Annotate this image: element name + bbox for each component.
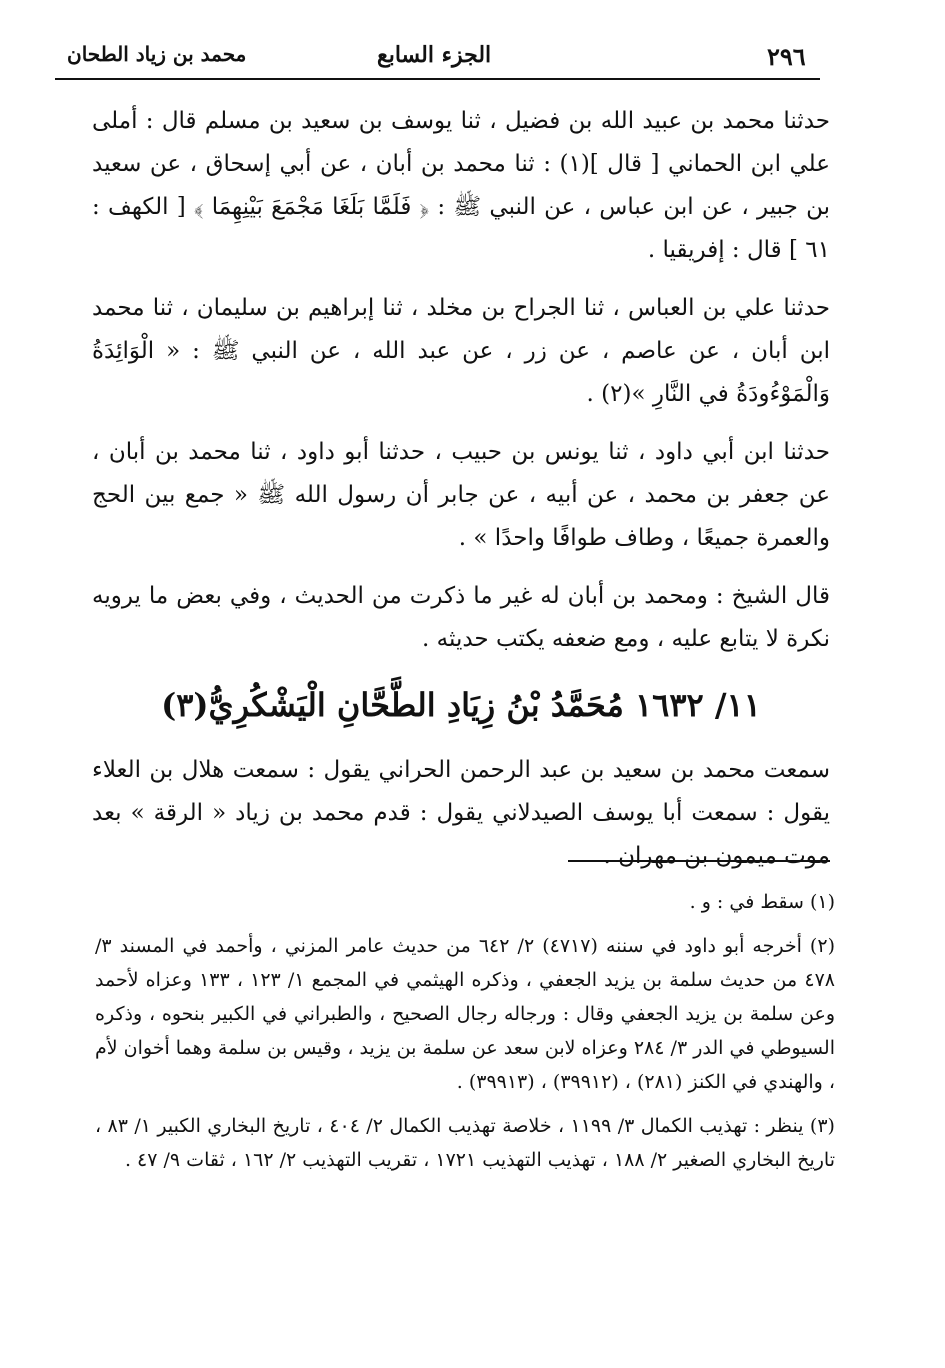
footnote-2: (٢) أخرجه أبو داود في سننه (٤٧١٧) ٢/ ٦٤٢ من حديث عامر المزني ، وأحمد في المسند ٣/ ٤٧٨ من حديث سلمة بن يزيد الجعفي ، وذكره الهيثمي في المجمع ١/ ١٢٣ ، ١٣٣ وعزاه لأحمد وعن سلمة بن يزيد الجعفي وقال : ورجاله رجال الصحيح ، والطبراني في الكبير بنحوه ، وذكره السيوطي في الدر ٣/ ٢٨٤ وعزاه لابن سعد عن سلمة بن يزيد ، وقيس بن سلمة وهما أخوان لأم ، والهندي في الكنز (٢٨١) ، (٣٩٩١٢) ، (٣٩٩١٣) . [95,935,836,1093]
paragraph-4: قال الشيخ : ومحمد بن أبان له غير ما ذكرت من الحديث ، وفي بعض ما يرويه نكرة لا يتابع عليه ، ومع ضعفه يكتب حديثه . [92,583,830,652]
main-text [92,100,830,893]
footnote-1: (١) سقط في : و . [689,891,835,913]
volume-title: الجزء السابع [377,42,492,68]
paragraph-1: حدثنا محمد بن عبيد الله بن فضيل ، ثنا يوسف بن سعيد بن مسلم قال : أملى علي ابن الحماني [ قال ](١) : ثنا محمد بن أبان ، عن أبي إسحاق ، عن سعيد بن جبير ، عن ابن عباس ، عن النبي ﷺ : ﴿ فَلَمَّا بَلَغَا مَجْمَعَ بَيْنِهِمَا ﴾ [ الكهف : ٦١ ] قال : إفريقيا . [92,108,830,263]
footnote-divider [568,860,830,862]
paragraph-2: حدثنا علي بن العباس ، ثنا الجراح بن مخلد ، ثنا إبراهيم بن سليمان ، ثنا محمد ابن أبان ، عن عاصم ، عن زر ، عن عبد الله ، عن النبي ﷺ : « الْوَائِدَةُ وَالْمَوْءُودَةُ في النَّارِ »(٢) . [92,295,830,407]
page-header [55,30,820,80]
footnotes [95,885,835,1187]
footnote-3: (٣) ينظر : تهذيب الكمال ٣/ ١١٩٩ ، خلاصة تهذيب الكمال ٢/ ٤٠٤ ، تاريخ البخاري الكبير ١/ ٨٣ ، تاريخ البخاري الصغير ٢/ ١٨٨ ، تهذيب التهذيب ١٧٢١ ، تقريب التهذيب ٢/ ١٦٢ ، ثقات ٩/ ٤٧ . [95,1115,835,1171]
entry-heading: ١١/ ١٦٣٢ مُحَمَّدُ بْنُ زِيَادِ الطَّحَّانِ الْيَشْكُرِيُّ(٣) [161,686,761,724]
entry-paragraph: سمعت محمد بن سعيد بن عبد الرحمن الحراني يقول : سمعت هلال بن العلاء يقول : سمعت أبا يوسف الصيدلاني يقول : قدم محمد بن زياد « الرقة » بعد موت ميمون بن مهران . [92,757,830,869]
page-number: ٢٩٦ [767,42,806,71]
paragraph-3: حدثنا ابن أبي داود ، ثنا يونس بن حبيب ، حدثنا أبو داود ، ثنا محمد بن أبان ، عن جعفر بن محمد ، عن أبيه ، عن جابر أن رسول الله ﷺ « جمع بين الحج والعمرة جميعًا ، وطاف طوافًا واحدًا » . [92,439,830,551]
running-title: محمد بن زياد الطحان [67,42,247,66]
